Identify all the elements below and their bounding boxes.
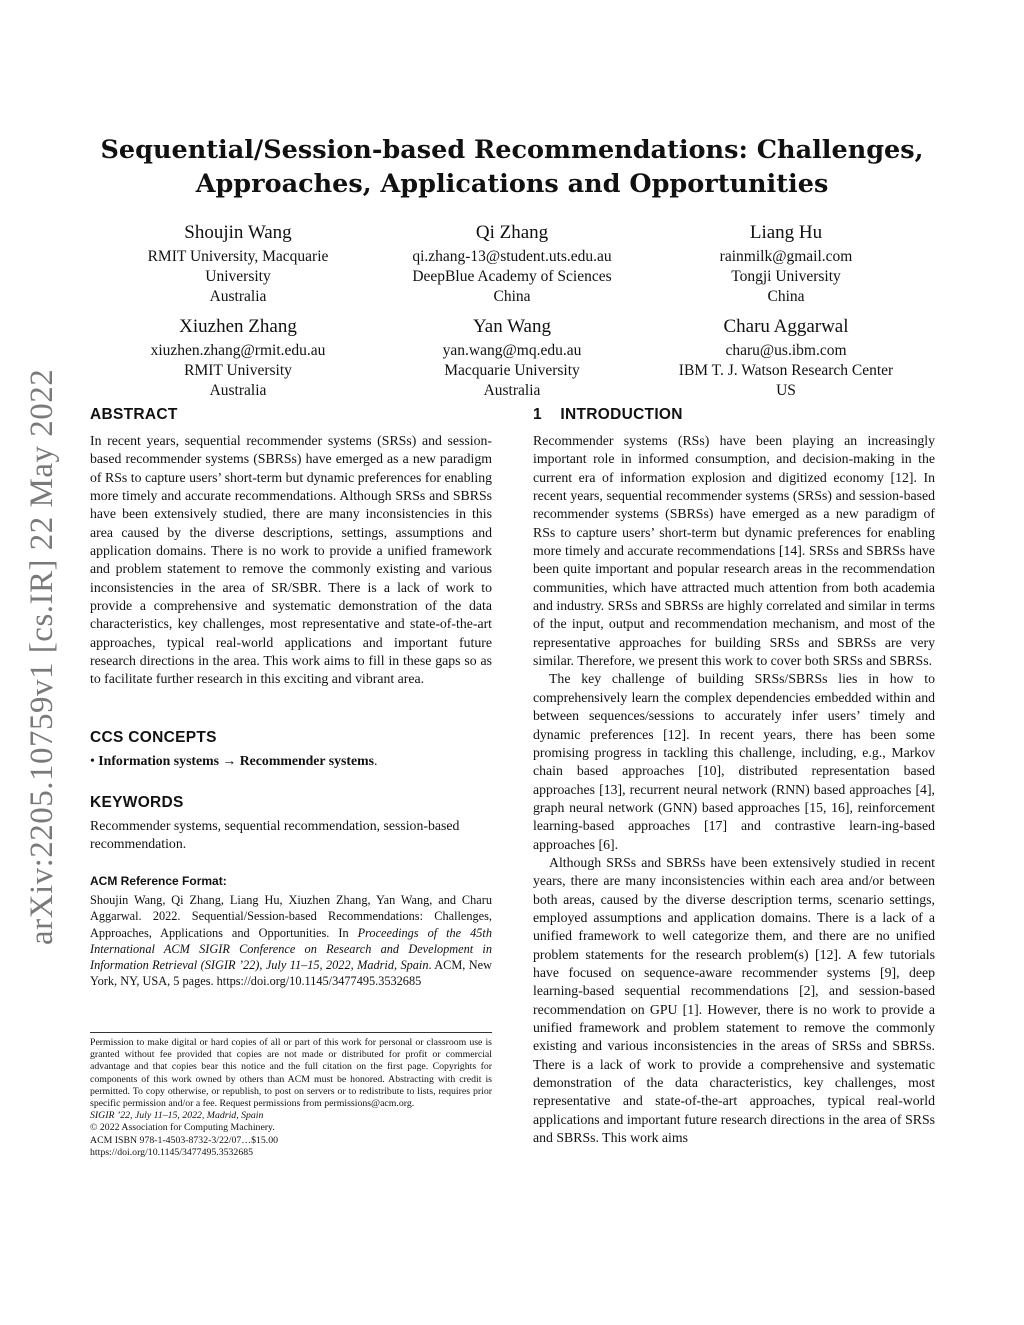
acm-reference-heading: ACM Reference Format: <box>90 874 227 888</box>
author-affiliation: Macquarie University <box>444 362 580 379</box>
keywords-heading: KEYWORDS <box>90 794 184 811</box>
author-name: Qi Zhang <box>475 222 549 243</box>
author-affiliation: RMIT University <box>184 362 292 379</box>
section-title: INTRODUCTION <box>560 406 683 423</box>
ccs-concepts <box>90 752 492 770</box>
author-name: Shoujin Wang <box>184 222 292 243</box>
acm-ref-venue: Proceedings of the 45th International ACM SIGIR Conference on Research and Development in Information Retrieval (SIGIR ’22), July 11–15, 2022, Madrid, Spain <box>90 925 492 973</box>
author-block <box>88 315 388 401</box>
title-line-1: Sequential/Session-based Recommendations: Challenges, <box>100 135 924 165</box>
ccs-arrow: → <box>222 753 237 768</box>
author-name: Charu Aggarwal <box>723 316 849 337</box>
author-affiliation: Tongji University <box>731 268 841 285</box>
footnote-divider <box>90 1032 492 1033</box>
intro-paragraph-3: Although SRSs and SBRSs have been extensively studied in recent years, there are many inconsistencies within each area and/or between both areas, caused by the diverse description terms, scenario settings, employed assumptions and application domains. There is a lack of a unified framework to well categorize them, and there are no unified problem statements for the research problem(s) [12]. A few tutorials have focused on sequence-aware recommender systems [9], deep learning-based sequential recommendations [2], and session-based recommendation on GPU [1]. However, there is no work to provide a unified framework and problem statement to remove the commonly existing and various inconsistencies in the areas of SRSs and SBRSs. There is a lack of work to provide a comprehensive and systematic demonstration of the data characteristics, key challenges, most representative and state-of-the-art approaches, typical real-world applications and important future research directions in the area of SRSs and SBRSs. This work aims <box>533 854 935 1146</box>
introduction-body <box>533 432 935 1147</box>
author-email[interactable]: qi.zhang-13@student.uts.edu.au <box>412 248 612 265</box>
permission-footnote <box>90 1037 492 1159</box>
conference-line: SIGIR ’22, July 11–15, 2022, Madrid, Spain <box>90 1110 264 1122</box>
author-name: Liang Hu <box>749 222 823 243</box>
author-email[interactable]: rainmilk@gmail.com <box>719 248 853 265</box>
author-country: Australia <box>483 382 541 399</box>
author-country: China <box>767 288 805 305</box>
introduction-heading <box>533 406 683 424</box>
acm-ref-authors: Shoujin Wang, Qi Zhang, Liang Hu, Xiuzhen Zhang, Yan Wang, and Charu Aggarwal. 2022. Sequential/Session-based Recommendations: Challenges, Approaches, Applications and Opportunities. In <box>90 893 492 940</box>
permission-text: Permission to make digital or hard copies of all or part of this work for personal or classroom use is granted without fee provided that copies are not made or distributed for profit or commercial advantage and that copies bear this notice and the full citation on the first page. Copyrights for components of this work owned by others than ACM must be honored. Abstracting with credit is permitted. To copy otherwise, or republish, to post on servers or to redistribute to lists, requires prior specific permission and/or a fee. Request permissions from permissions@acm.org. <box>90 1037 492 1110</box>
ccs-end: . <box>373 753 378 768</box>
author-affiliation: University <box>205 268 271 285</box>
author-block <box>362 315 662 401</box>
author-affiliation: DeepBlue Academy of Sciences <box>412 268 612 285</box>
acm-reference-text <box>90 892 492 990</box>
intro-paragraph-2: The key challenge of building SRSs/SBRSs lies in how to comprehensively learn the complex dependencies embedded within and between sequences/sessions to accurately infer users’ timely and dynamic preferences [12]. In recent years, there has been some promising progress in tackling this challenge, including, e.g., Markov chain based approaches [10], distributed representation based approaches [13], recurrent neural network (RNN) based approaches [4], graph neural network (GNN) based approaches [15, 16], reinforcement learning-based approaches [17] and contrastive learn-ing-based approaches [6]. <box>533 671 935 852</box>
section-number: 1 <box>533 406 542 423</box>
ccs-heading: CCS CONCEPTS <box>90 729 217 746</box>
author-affiliation: IBM T. J. Watson Research Center <box>678 362 894 379</box>
author-affiliation: RMIT University, Macquarie <box>147 248 329 265</box>
ccs-concept: Information systems <box>98 753 220 768</box>
ccs-bullet: • <box>90 753 95 768</box>
author-email[interactable]: charu@us.ibm.com <box>725 342 847 359</box>
author-email[interactable]: yan.wang@mq.edu.au <box>442 342 582 359</box>
keywords-text: Recommender systems, sequential recommendation, session-based recommendation. <box>90 818 460 852</box>
paper-title <box>90 133 934 201</box>
author-block <box>88 221 388 307</box>
author-country: China <box>493 288 531 305</box>
author-country: US <box>776 382 796 399</box>
abstract-text: In recent years, sequential recommender systems (SRSs) and session-based recommender systems (SBRSs) have emerged as a new paradigm of RSs to capture users’ short-term but dynamic preferences for enabling more timely and accurate recommendations. Although SRSs and SBRSs have been extensively studied, there are many inconsistencies in this area caused by the diverse descriptions, settings, assumptions and application domains. There is no work to provide a unified framework and problem statement to remove the commonly existing and various inconsistencies in the area of SR/SBR. There is a lack of work to provide a comprehensive and systematic demonstration of the data characteristics, key challenges, most representative and state-of-the-art approaches, typical real-world applications and important future research directions in the area. This work aims to fill in these gaps so as to facilitate further research in this exciting and vibrant area. <box>90 433 492 687</box>
copyright-line: © 2022 Association for Computing Machinery. <box>90 1122 275 1134</box>
author-block <box>636 315 936 401</box>
abstract-heading: ABSTRACT <box>90 406 178 423</box>
author-block <box>362 221 662 307</box>
author-country: Australia <box>209 288 267 305</box>
acm-ref-publisher: . ACM, New York, NY, USA, 5 pages. https://doi.org/10.1145/3477495.3532685 <box>90 958 492 989</box>
author-email[interactable]: xiuzhen.zhang@rmit.edu.au <box>150 342 326 359</box>
author-name: Xiuzhen Zhang <box>179 316 297 337</box>
doi-link[interactable]: https://doi.org/10.1145/3477495.3532685 <box>90 1146 254 1158</box>
intro-paragraph-1: Recommender systems (RSs) have been playing an increasingly important role in informed consumption, and decision-making in the current era of information explosion and digitized economy [12]. In recent years, sequential recommender systems (SRSs) and session-based recommender systems (SBRSs) have emerged as a new paradigm of RSs to capture users’ short-term but dynamic preferences for enabling more timely and accurate recommendations [14]. SRSs and SBRSs have been quite important and popular research areas in the recommendation communities, which have attracted much attention from both academia and industry. SRSs and SBRSs are highly correlated and similar in terms of the input, output and recommendation mechanism, and most of the representative approaches for building SRSs and SBRSs are very similar. Therefore, we present this work to cover both SRSs and SBRSs. <box>533 433 935 669</box>
ccs-subconcept: Recommender systems <box>239 753 374 768</box>
author-country: Australia <box>209 382 267 399</box>
author-block <box>636 221 936 307</box>
isbn-line: ACM ISBN 978-1-4503-8732-3/22/07…$15.00 <box>90 1134 279 1146</box>
arxiv-side-stamp: arXiv:2205.10759v1 [cs.IR] 22 May 2022 <box>24 368 60 945</box>
author-name: Yan Wang <box>472 316 551 337</box>
title-line-2: Approaches, Applications and Opportunities <box>195 169 829 199</box>
